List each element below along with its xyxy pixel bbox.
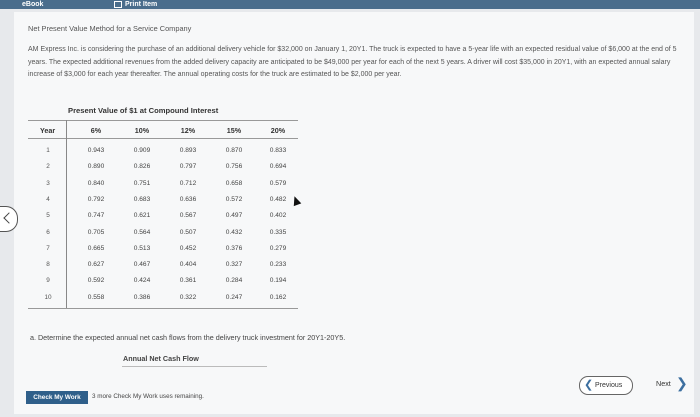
pv-factor-cell: 0.247	[225, 293, 243, 301]
problem-description: AM Express Inc. is considering the purchase of an additional delivery vehicle for $32,000 on January 1, 20Y1. The truck is expected to have a 5-year life with an expected residual value of $6,000 at the end of 5 years. The expected additional revenues from the added delivery capacity are anticipated to be $49,000 per year for each of the next 5 years. A driver will cost $35,000 in 20Y1, with an expected annual salary increase of $3,000 for each year thereafter. The annual operating costs for the truck are estimated to be $2,000 per year.	[28, 46, 677, 78]
problem-title: Net Present Value Method for a Service Company	[28, 24, 192, 33]
pv-factor-cell: 0.572	[225, 195, 243, 203]
previous-button[interactable]	[579, 376, 633, 395]
pv-factor-cell: 0.452	[179, 244, 197, 252]
pv-factor-cell: 0.513	[133, 244, 151, 252]
pv-factor-cell: 0.497	[225, 212, 243, 220]
pv-factor-cell: 0.840	[87, 179, 105, 187]
pv-factor-cell: 0.567	[179, 212, 197, 220]
pv-factor-cell: 0.162	[269, 293, 287, 301]
pv-factor-cell: 0.756	[225, 163, 243, 171]
pv-factor-cell: 0.322	[179, 293, 197, 301]
printer-icon	[114, 1, 122, 8]
year-cell: 4	[46, 195, 50, 203]
question-a: a. Determine the expected annual net cash flows from the delivery truck investment for 20Y1-20Y5.	[30, 333, 346, 342]
pv-factor-cell: 0.627	[87, 261, 105, 269]
year-cell: 6	[46, 228, 50, 236]
pv-factor-cell: 0.909	[133, 147, 151, 154]
pv-factor-cell: 0.747	[87, 212, 105, 220]
check-remaining-text: 3 more Check My Work uses remaining.	[92, 393, 204, 400]
pv-factor-cell: 0.592	[87, 277, 105, 285]
pv-factor-cell: 0.890	[87, 163, 105, 171]
pv-factor-cell: 0.482	[269, 195, 287, 203]
pv-factor-cell: 0.683	[133, 195, 151, 203]
pv-factor-cell: 0.751	[133, 179, 151, 187]
pv-factor-cell: 0.893	[179, 147, 197, 154]
next-label: Next	[656, 379, 671, 388]
pv-factor-cell: 0.432	[225, 228, 243, 236]
pv-factor-cell: 0.705	[87, 228, 105, 236]
pv-factor-cell: 0.636	[179, 195, 197, 203]
pv-factor-cell: 0.467	[133, 261, 151, 269]
rate-header: 10%	[134, 126, 150, 135]
year-cell: 7	[46, 244, 50, 252]
pv-factor-cell: 0.833	[269, 147, 287, 154]
pv-factor-cell: 0.402	[269, 212, 287, 220]
pv-factor-cell: 0.404	[179, 261, 197, 269]
year-cell: 2	[46, 163, 50, 171]
year-cell: 10	[44, 293, 52, 301]
annual-net-cash-flow-header: Annual Net Cash Flow	[123, 354, 199, 363]
pv-factor-cell: 0.327	[225, 261, 243, 269]
year-cell: 1	[46, 147, 50, 154]
rate-header: 20%	[270, 126, 286, 135]
pv-factor-cell: 0.386	[133, 293, 151, 301]
chevron-left-icon: ❮	[584, 379, 594, 391]
pv-factor-cell: 0.826	[133, 163, 151, 171]
year-cell: 9	[46, 277, 50, 285]
table-bottom-rule	[28, 308, 298, 309]
year-column-header: Year	[40, 126, 56, 135]
pv-factor-cell: 0.658	[225, 179, 243, 187]
chevron-right-icon: ❯	[676, 375, 688, 391]
ebook-tab[interactable]: eBook	[22, 1, 44, 8]
pv-factor-cell: 0.279	[269, 244, 287, 252]
table-header-rule	[28, 138, 298, 139]
pv-factor-cell: 0.507	[179, 228, 197, 236]
pv-factor-cell: 0.558	[87, 293, 105, 301]
next-button[interactable]	[656, 375, 688, 391]
pv-factor-cell: 0.284	[225, 277, 243, 285]
pv-factor-cell: 0.376	[225, 244, 243, 252]
pv-factor-cell: 0.694	[269, 163, 287, 171]
pv-factor-cell: 0.870	[225, 147, 243, 154]
year-cell: 5	[46, 212, 50, 220]
pv-factor-cell: 0.579	[269, 179, 287, 187]
pv-factor-cell: 0.564	[133, 228, 151, 236]
pv-factor-cell: 0.712	[179, 179, 197, 187]
rate-header: 6%	[90, 126, 102, 135]
table-top-rule	[28, 120, 298, 121]
print-item-tab[interactable]	[114, 0, 157, 9]
year-cell: 8	[46, 261, 50, 269]
pv-factor-cell: 0.194	[269, 277, 287, 285]
pv-factor-cell: 0.621	[133, 212, 151, 220]
previous-label: Previous	[595, 382, 623, 389]
pv-factor-cell: 0.361	[179, 277, 197, 285]
table-year-divider	[66, 120, 67, 308]
pv-table-title: Present Value of $1 at Compound Interest	[68, 106, 219, 115]
pv-factor-cell: 0.943	[87, 147, 105, 154]
year-cell: 3	[46, 179, 50, 187]
rate-header: 12%	[180, 126, 196, 135]
pv-factor-cell: 0.424	[133, 277, 151, 285]
pv-factor-cell: 0.335	[269, 228, 287, 236]
pv-factor-cell: 0.233	[269, 261, 287, 269]
answer-rule	[122, 366, 267, 367]
pv-factor-cell: 0.792	[87, 195, 105, 203]
check-my-work-button[interactable]: Check My Work	[26, 391, 88, 404]
pv-factor-cell: 0.797	[179, 163, 197, 171]
top-toolbar	[0, 0, 700, 9]
rate-header: 15%	[226, 126, 242, 135]
pv-factor-cell: 0.665	[87, 244, 105, 252]
print-item-label: Print Item	[125, 1, 158, 8]
